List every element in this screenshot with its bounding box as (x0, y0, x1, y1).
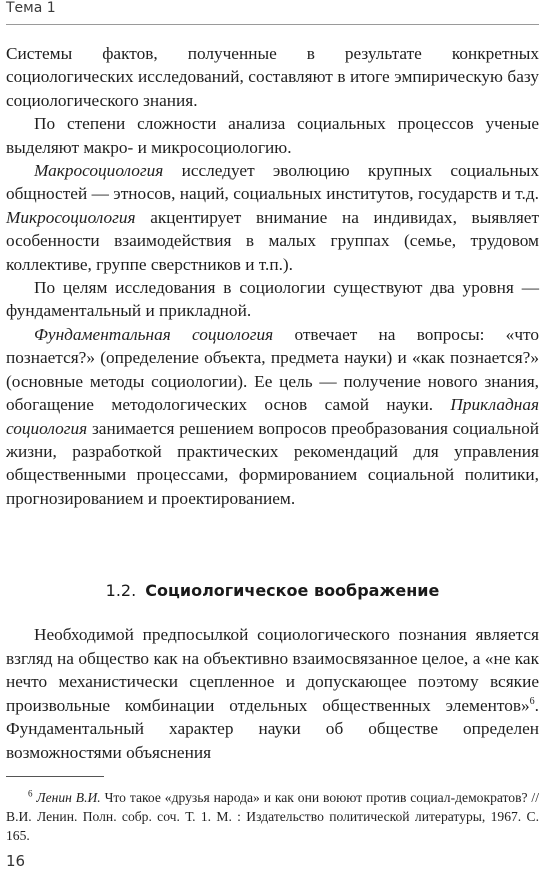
paragraph-macro-micro: По степени сложности анализа социальных процессов ученые выделяют макро- и микросоциологию. (6, 114, 539, 157)
cognition-text-1: Необходимой предпосылкой социологического познания является взгляд на общество как на объективно взаимосвязанное целое, а «не как нечто механистически сцепленное и допускающее поэтому всякие произвольные комбинации отдельных общественных элементов» (6, 625, 539, 715)
footnote-rule (6, 776, 104, 777)
term-microsociology: Микросоциология (6, 207, 136, 227)
footnote-reference[interactable]: 6 (529, 696, 535, 708)
footnote-text (6, 788, 539, 845)
section-heading (0, 581, 545, 600)
page-number: 16 (6, 852, 26, 870)
cognition-text-2: . Фундаментальный характер науки об обществе определен возможностями объяснения (6, 695, 539, 762)
footnote (6, 788, 539, 845)
main-text (6, 42, 539, 510)
term-applied-sociology: Прикладная социология (6, 395, 539, 438)
paragraph-sociological-cognition (6, 623, 539, 765)
microsociology-text: акцентирует внимание на индивидах, выявляет особенности взаимодействия в малых группах (семье, трудовом коллективе, группе сверстников и т.п.). (6, 207, 539, 274)
footnote-mark: 6 (28, 788, 33, 799)
header-rule (6, 24, 539, 25)
fundamental-text: отвечает на вопросы: «что познается?» (определение объекта, предмета науки) и «как познается?» (основные методы социологии). Ее цель — получение нового знания, обогащение методологических основ самой науки. (6, 324, 539, 415)
footnote-author: Ленин В.И. (36, 790, 101, 805)
term-fundamental-sociology: Фундаментальная социология (34, 324, 274, 344)
section-number: 1.2. (105, 581, 137, 600)
paragraph-research-levels: По целям исследования в социологии существуют два уровня — фундаментальный и прикладной. (6, 278, 539, 321)
paragraph-macrosociology (6, 159, 539, 276)
applied-text: занимается решением вопросов преобразования социальной жизни, разработкой практических рекомендаций для управления общественными процессами, формированием социальной политики, прогнозированием и проектированием. (6, 418, 539, 508)
paragraph-empirical-base: Системы фактов, полученные в результате конкретных социологических исследований, составляют в итоге эмпирическую базу социологического знания. (6, 44, 539, 110)
footnote-citation: Что такое «друзья народа» и как они воюют против социал-демократов? // В.И. Ленин. Полн. собр. соч. Т. 1. М. : Издательство политической литературы, 1967. С. 165. (6, 790, 539, 843)
paragraph-fundamental-applied (6, 323, 539, 510)
term-macrosociology: Макросоциология (34, 161, 164, 181)
macrosociology-text: исследует эволюцию крупных социальных общностей — этносов, наций, социальных институтов, государств и т.д. (6, 161, 539, 204)
section-text (6, 623, 539, 765)
section-title: Социологическое воображение (145, 581, 440, 600)
running-header: Тема 1 (6, 0, 56, 16)
